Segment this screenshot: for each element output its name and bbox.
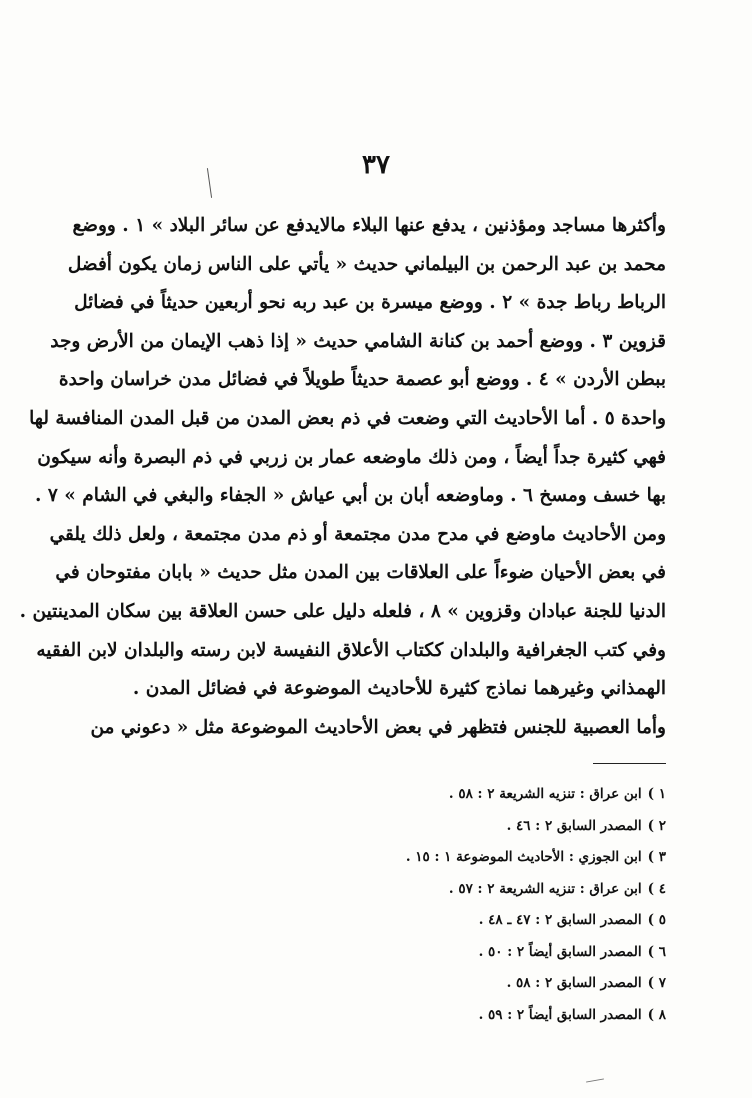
footnote-item bbox=[266, 842, 666, 874]
body-line: وفي كتب الجغرافية والبلدان ككتاب الأعلاق النفيسة لابن رسته والبلدان لابن الفقيه bbox=[36, 639, 666, 661]
footnote-item bbox=[266, 1000, 666, 1032]
body-line: واحدة ٥ . أما الأحاديث التي وضعت في ذم بعض المدن من قبل المدن المنافسة لها bbox=[29, 407, 666, 429]
footnote-text: ابن عراق : تنزيه الشريعة ٢ : ٥٧ . bbox=[448, 880, 642, 897]
body-line: الدنيا للجنة عبادان وقزوين » ٨ ، فلعله دليل على حسن العلاقة بين سكان المدينتين . bbox=[19, 600, 666, 622]
footnote-text: المصدر السابق ٢ : ٤٦ . bbox=[506, 817, 642, 834]
footnote-item bbox=[266, 811, 666, 843]
body-line: قزوين ٣ . ووضع أحمد بن كنانة الشامي حديث « إذا ذهب الإيمان من الأرض وجد bbox=[50, 330, 666, 352]
footnote-item bbox=[266, 874, 666, 906]
body-line: محمد بن عبد الرحمن بن البيلماني حديث « يأتي على الناس زمان يكون أفضل bbox=[67, 253, 666, 275]
footnote-text: ابن الجوزي : الأحاديث الموضوعة ١ : ١٥ . bbox=[405, 849, 642, 865]
footnote-text: ابن عراق : تنزيه الشريعة ٢ : ٥٨ . bbox=[448, 786, 642, 802]
body-line: الهمذاني وغيرهما نماذج كثيرة للأحاديث الموضوعة في فضائل المدن . bbox=[132, 678, 666, 700]
body-line: ببطن الأردن » ٤ . ووضع أبو عصمة حديثاً طويلاً في فضائل مدن خراسان واحدة bbox=[58, 369, 666, 391]
footnote-number: ٥ ) bbox=[647, 912, 666, 928]
body-line: الرباط رباط جدة » ٢ . ووضع ميسرة بن عبد ربه نحو أربعين حديثاً في فضائل bbox=[74, 292, 666, 314]
footnote-item bbox=[266, 937, 666, 969]
body-text bbox=[19, 207, 666, 747]
footnote-number: ١ ) bbox=[647, 786, 666, 802]
body-line: ومن الأحاديث ماوضع في مدح مدن مجتمعة أو ذم مدن مجتمعة ، ولعل ذلك يلقي bbox=[49, 523, 666, 545]
footnote-number: ٣ ) bbox=[647, 849, 666, 865]
footnote-number: ٨ ) bbox=[647, 1006, 666, 1023]
body-line: في بعض الأحيان ضوءاً على العلاقات بين المدن مثل حديث « بابان مفتوحان في bbox=[55, 562, 666, 584]
footnote-text: المصدر السابق ٢ : ٤٧ ـ ٤٨ . bbox=[478, 912, 642, 928]
footnote-text: المصدر السابق أيضاً ٢ : ٥٩ . bbox=[478, 1006, 642, 1023]
footnote-number: ٤ ) bbox=[647, 880, 666, 897]
footnote-text: المصدر السابق أيضاً ٢ : ٥٠ . bbox=[478, 943, 642, 960]
footnote-number: ٧ ) bbox=[647, 975, 666, 991]
body-line: وأما العصبية للجنس فتظهر في بعض الأحاديث الموضوعة مثل « دعوني من bbox=[90, 716, 666, 738]
body-line: بها خسف ومسخ ٦ . وماوضعه أبان بن أبي عياش « الجفاء والبغي في الشام » ٧ . bbox=[34, 485, 666, 507]
page-number: ٣٧ bbox=[362, 150, 390, 180]
footnote-number: ٢ ) bbox=[647, 817, 666, 834]
body-line: وأكثرها مساجد ومؤذنين ، يدفع عنها البلاء مالايدفع عن سائر البلاد » ١ . ووضع bbox=[72, 215, 666, 236]
footnote-item bbox=[266, 779, 666, 811]
footnote-text: المصدر السابق ٢ : ٥٨ . bbox=[506, 975, 642, 991]
footnote-item bbox=[266, 905, 666, 937]
footnote-divider bbox=[593, 763, 666, 764]
footnote-number: ٦ ) bbox=[647, 943, 666, 960]
footnote-item bbox=[266, 968, 666, 1000]
footnotes bbox=[266, 779, 666, 1031]
scan-mark bbox=[586, 1078, 604, 1082]
body-line: فهي كثيرة جداً أيضاً ، ومن ذلك ماوضعه عمار بن زربي في ذم البصرة وأنه سيكون bbox=[37, 446, 666, 468]
